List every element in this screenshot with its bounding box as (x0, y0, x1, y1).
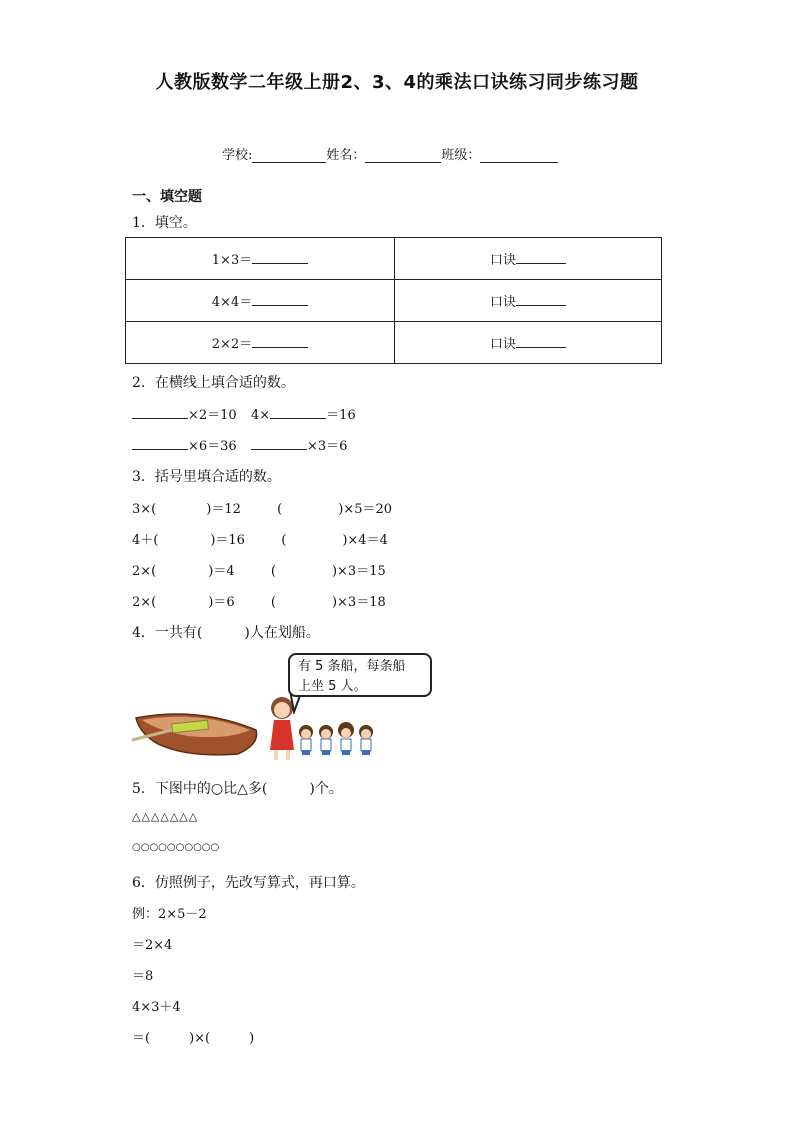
table-row (126, 238, 662, 280)
q3-row-3: 2×( )＝4 ( )×3＝15 (132, 564, 386, 579)
q6-line: 4×3＋4 (132, 1000, 181, 1015)
bubble-line-1: 有 5 条船，每条船 (298, 659, 406, 674)
q1-expr: 2×2＝ (211, 337, 253, 352)
table-row (126, 280, 662, 322)
q1-kj: 口诀 (489, 253, 516, 268)
q3-label: 3．括号里填合适的数。 (132, 469, 281, 485)
answer-blank[interactable] (270, 405, 326, 419)
q1-label: 1．填空。 (132, 215, 197, 231)
page-title: 人教版数学二年级上册2、3、4的乘法口诀练习同步练习题 (155, 72, 639, 93)
answer-blank[interactable] (251, 436, 307, 450)
name-blank[interactable] (365, 148, 441, 163)
q1-kj: 口诀 (489, 337, 516, 352)
q3-row-4: 2×( )＝6 ( )×3＝18 (132, 595, 386, 610)
q6-line: 例：2×5－2 (132, 907, 207, 922)
table-row (126, 322, 662, 364)
bubble-line-2: 上坐 5 人。 (298, 679, 367, 694)
answer-blank[interactable] (252, 250, 308, 264)
name-label: 姓名： (326, 148, 366, 163)
q2-line-2: ×6＝36 ×3＝6 (132, 435, 347, 454)
q1-expr: 4×4＝ (211, 295, 253, 310)
answer-blank[interactable] (132, 436, 188, 450)
answer-blank[interactable] (516, 334, 566, 348)
q1-expr: 1×3＝ (211, 253, 253, 268)
class-label: 班级： (441, 148, 481, 163)
q6-label: 6．仿照例子，先改写算式，再口算。 (132, 875, 365, 891)
class-blank[interactable] (480, 148, 558, 163)
q3-row-2: 4＋( )＝16 ( )×4＝4 (132, 533, 388, 548)
q2-label: 2．在横线上填合适的数。 (132, 375, 295, 391)
answer-blank[interactable] (516, 250, 566, 264)
answer-blank[interactable] (132, 405, 188, 419)
q2-line-1: ×2＝10 4× ＝16 (132, 404, 356, 423)
section-fill-blank: 一、填空题 (132, 189, 202, 205)
speech-bubble (288, 653, 432, 697)
q6-line: ＝( )×( ) (132, 1031, 255, 1046)
q1-table (125, 237, 662, 364)
rowboat-illustration (128, 700, 268, 762)
q4-label: 4．一共有( )人在划船。 (132, 625, 320, 641)
q6-line: ＝2×4 (132, 938, 173, 953)
q6-line: ＝8 (132, 969, 154, 984)
answer-blank[interactable] (516, 292, 566, 306)
answer-blank[interactable] (252, 334, 308, 348)
answer-blank[interactable] (252, 292, 308, 306)
q1-kj: 口诀 (489, 295, 516, 310)
student-info (222, 144, 558, 163)
school-blank[interactable] (252, 148, 312, 163)
circles-row: ○○○○○○○○○○ (132, 842, 220, 853)
triangles-row: △△△△△△△ (132, 810, 199, 823)
school-label: 学校: (222, 148, 253, 163)
q5-label: 5．下图中的○比△多( )个。 (132, 781, 343, 797)
q3-row-1: 3×( )＝12 ( )×5＝20 (132, 502, 393, 517)
